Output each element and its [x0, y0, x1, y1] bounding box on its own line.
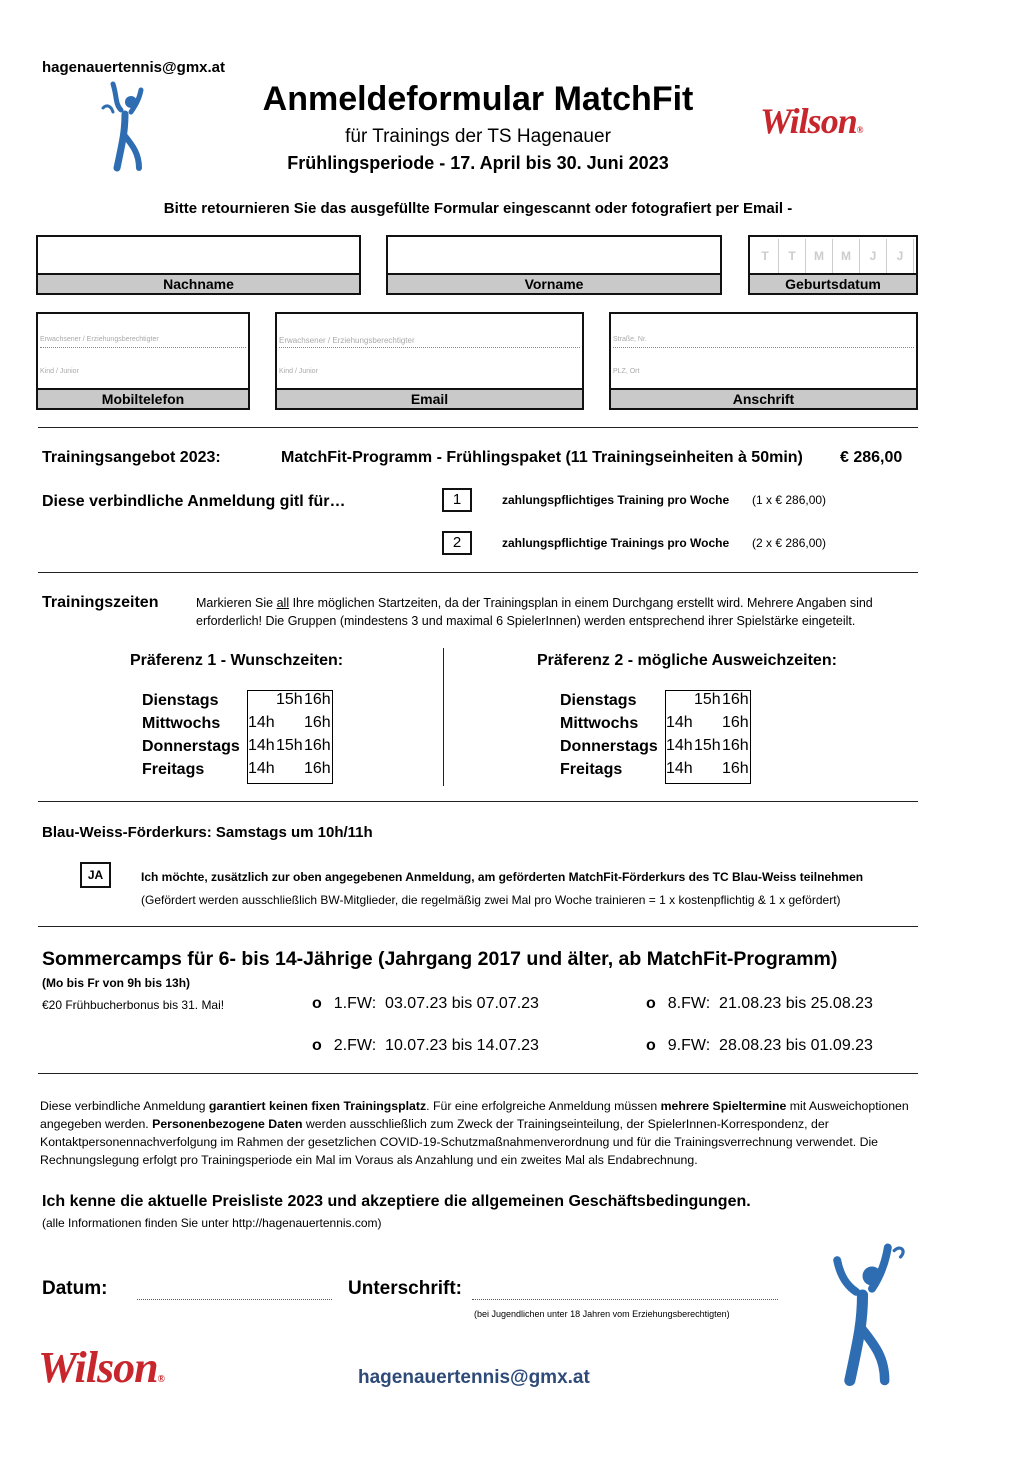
- period-heading: Frühlingsperiode - 17. April bis 30. Juni 2023: [287, 153, 669, 173]
- terms-info: (alle Informationen finden Sie unter http://hagenauertennis.com): [42, 1216, 382, 1230]
- address-street-hint: Straße, Nr.: [613, 336, 647, 343]
- page-title: Anmeldeformular MatchFit: [262, 80, 694, 118]
- divider-4: [38, 926, 918, 927]
- camp-week-1-checkbox[interactable]: o: [312, 995, 322, 1012]
- birthdate-digit-cell[interactable]: M: [806, 239, 833, 273]
- preference-1-day-label: Mittwochs: [142, 715, 221, 732]
- option-2-checkbox[interactable]: 2: [442, 531, 472, 555]
- birthdate-digit-cell[interactable]: J: [887, 239, 914, 273]
- date-input-line[interactable]: [137, 1299, 332, 1300]
- times-note-line-1: Markieren Sie all Ihre möglichen Startzeiten, da der Trainingsplan in einem Durchgang erstellt wird. Mehrere Angaben sind: [196, 596, 873, 610]
- address-field[interactable]: [609, 312, 918, 410]
- signature-label: Unterschrift:: [348, 1278, 463, 1299]
- birthdate-digit-cell[interactable]: T: [779, 239, 806, 273]
- option-2-price: (2 x € 286,00): [752, 536, 827, 550]
- preference-1-time-slot[interactable]: 14h: [248, 760, 275, 777]
- camps-hours: (Mo bis Fr von 9h bis 13h): [42, 976, 191, 990]
- preference-2-day-label: Donnerstags: [560, 738, 658, 755]
- offer-label: Trainingsangebot 2023:: [42, 449, 221, 466]
- preference-2-time-slot[interactable]: 16h: [722, 737, 749, 754]
- preference-1-time-slot[interactable]: 16h: [304, 737, 331, 754]
- camps-bonus: €20 Frühbucherbonus bis 31. Mai!: [42, 998, 225, 1012]
- binding-text: Diese verbindliche Anmeldung gitl für…: [42, 493, 346, 510]
- option-2-text: zahlungspflichtige Trainings pro Woche: [502, 536, 730, 550]
- signature-note: (bei Jugendlichen unter 18 Jahren vom Erziehungsberechtigten): [474, 1309, 730, 1319]
- wilson-logo-footer: Wilson®: [38, 1343, 165, 1392]
- mobile-child-hint: Kind / Junior: [40, 368, 79, 375]
- divider-1: [38, 427, 918, 428]
- camp-week-8[interactable]: o 8.FW: 21.08.23 bis 25.08.23: [646, 995, 873, 1012]
- preference-2-day-label: Mittwochs: [560, 715, 639, 732]
- email-field[interactable]: [275, 312, 584, 410]
- lastname-label: Nachname: [38, 273, 359, 293]
- mobile-label: Mobiltelefon: [38, 388, 248, 408]
- times-label: Trainingszeiten: [42, 594, 159, 611]
- option-1-checkbox[interactable]: 1: [442, 488, 472, 512]
- birthdate-digit-cell[interactable]: T: [752, 239, 779, 273]
- divider-2: [38, 572, 918, 573]
- camp-week-9-checkbox[interactable]: o: [646, 1037, 656, 1054]
- camp-week-8-checkbox[interactable]: o: [646, 995, 656, 1012]
- legal-paragraph: Diese verbindliche Anmeldung garantiert keinen fixen Trainingsplatz. Für eine erfolgreiche Anmeldung müssen mehrere Spieltermine mit Ausweichoptionen angegeben werden. Personenbezogene Daten werden ausschließlich zum Zweck der Trainingseinteilung, der SpielerInnen-Korrespondenz, der Kontaktpersonennachverfolgung im Rahmen der gesetzlichen COVID-19-Schutzmaßnahmenverordnung und für die Trainingsverrechnung verwendet. Die Rechnungslegung erfolgt pro Trainingsperiode ein Mal im Voraus als Anzahlung und ein zweites Mal als Endabrechnung.: [40, 1099, 909, 1167]
- bw-course-text: Ich möchte, zusätzlich zur oben angegebenen Anmeldung, am geförderten MatchFit-Förderkurs des TC Blau-Weiss teilnehmen: [141, 870, 864, 884]
- footer-email: hagenauertennis@gmx.at: [358, 1367, 590, 1388]
- preference-2-time-slot[interactable]: 14h: [666, 737, 693, 754]
- preference-2-time-slot[interactable]: 16h: [722, 714, 749, 731]
- camp-week-1[interactable]: o 1.FW: 03.07.23 bis 07.07.23: [312, 995, 539, 1012]
- preference-2-time-slot[interactable]: 16h: [722, 691, 749, 708]
- times-note-line-2: erforderlich! Die Gruppen (mindestens 3 und maximal 6 SpielerInnen) werden entsprechend ihrer Spielstärke eingeteilt.: [196, 614, 856, 628]
- preference-2-time-slot[interactable]: 15h: [694, 737, 721, 754]
- preference-1-time-slot[interactable]: 14h: [248, 714, 275, 731]
- preference-1-day-label: Donnerstags: [142, 738, 240, 755]
- camp-week-2[interactable]: o 2.FW: 10.07.23 bis 14.07.23: [312, 1037, 539, 1054]
- birthdate-field[interactable]: [748, 235, 918, 295]
- camp-week-2-checkbox[interactable]: o: [312, 1037, 322, 1054]
- return-instruction: Bitte retournieren Sie das ausgefüllte Formular eingescannt oder fotografiert per Email -: [163, 200, 793, 217]
- page-subtitle: für Trainings der TS Hagenauer: [345, 126, 611, 147]
- preference-1-heading: Präferenz 1 - Wunschzeiten:: [130, 652, 344, 669]
- date-label: Datum:: [42, 1278, 108, 1299]
- address-city-hint: PLZ, Ort: [613, 368, 640, 375]
- preference-2-time-slot[interactable]: 16h: [722, 760, 749, 777]
- option-1-text: zahlungspflichtiges Training pro Woche: [502, 493, 730, 507]
- preference-2-heading: Präferenz 2 - mögliche Ausweichzeiten:: [537, 652, 837, 669]
- preference-2-day-label: Freitags: [560, 761, 623, 778]
- tennis-player-logo-icon-large: [815, 1240, 910, 1388]
- mobile-adult-hint: Erwachsener / Erziehungsberechtigter: [40, 336, 159, 343]
- camp-week-9[interactable]: o 9.FW: 28.08.23 bis 01.09.23: [646, 1037, 873, 1054]
- address-divider: [613, 347, 914, 348]
- header-email: hagenauertennis@gmx.at: [42, 59, 226, 76]
- email-divider: [279, 347, 580, 348]
- preference-2-time-slot[interactable]: 14h: [666, 714, 693, 731]
- bw-course-title: Blau-Weiss-Förderkurs: Samstags um 10h/11h: [42, 824, 373, 841]
- preference-1-time-slot[interactable]: 16h: [304, 691, 331, 708]
- birthdate-digit-cells: [752, 239, 914, 273]
- email-child-hint: Kind / Junior: [279, 368, 318, 375]
- preference-1-day-label: Dienstags: [142, 692, 219, 709]
- firstname-field[interactable]: [386, 235, 722, 295]
- email-label: Email: [277, 388, 582, 408]
- camps-title: Sommercamps für 6- bis 14-Jährige (Jahrgang 2017 und älter, ab MatchFit-Programm): [42, 948, 838, 970]
- option-1-price: (1 x € 286,00): [752, 493, 827, 507]
- signature-input-line[interactable]: [472, 1299, 778, 1300]
- preference-2-time-slot[interactable]: 14h: [666, 760, 693, 777]
- bw-course-note: (Gefördert werden ausschließlich BW-Mitglieder, die regelmäßig zwei Mal pro Woche trainieren = 1 x kostenpflichtig & 1 x gefördert): [141, 893, 841, 907]
- birthdate-digit-cell[interactable]: J: [860, 239, 887, 273]
- terms-acceptance: Ich kenne die aktuelle Preisliste 2023 und akzeptiere die allgemeinen Geschäftsbedingungen.: [42, 1193, 751, 1210]
- preference-1-time-slot[interactable]: 16h: [304, 714, 331, 731]
- bw-yes-checkbox[interactable]: JA: [80, 862, 111, 888]
- preference-1-time-slot[interactable]: 15h: [276, 737, 303, 754]
- offer-price: € 286,00: [840, 449, 903, 466]
- preference-2-day-label: Dienstags: [560, 692, 637, 709]
- preference-1-time-slot[interactable]: 15h: [276, 691, 303, 708]
- birthdate-digit-cell[interactable]: M: [833, 239, 860, 273]
- divider-5: [38, 1073, 918, 1074]
- preference-1-time-slot[interactable]: 14h: [248, 737, 275, 754]
- lastname-field[interactable]: [36, 235, 361, 295]
- email-adult-hint: Erwachsener / Erziehungsberechtigter: [279, 336, 415, 345]
- mobile-field[interactable]: [36, 312, 250, 410]
- wilson-logo: Wilson®: [760, 101, 863, 141]
- mobile-divider: [40, 347, 246, 348]
- preference-1-day-label: Freitags: [142, 761, 205, 778]
- preference-2-time-slot[interactable]: 15h: [694, 691, 721, 708]
- divider-3: [38, 801, 918, 802]
- offer-program: MatchFit-Programm - Frühlingspaket (11 Trainingseinheiten à 50min): [281, 449, 803, 466]
- address-label: Anschrift: [611, 388, 916, 408]
- birthdate-label: Geburtsdatum: [750, 273, 916, 293]
- preference-1-time-slot[interactable]: 16h: [304, 760, 331, 777]
- preference-separator: [443, 648, 444, 786]
- firstname-label: Vorname: [388, 273, 720, 293]
